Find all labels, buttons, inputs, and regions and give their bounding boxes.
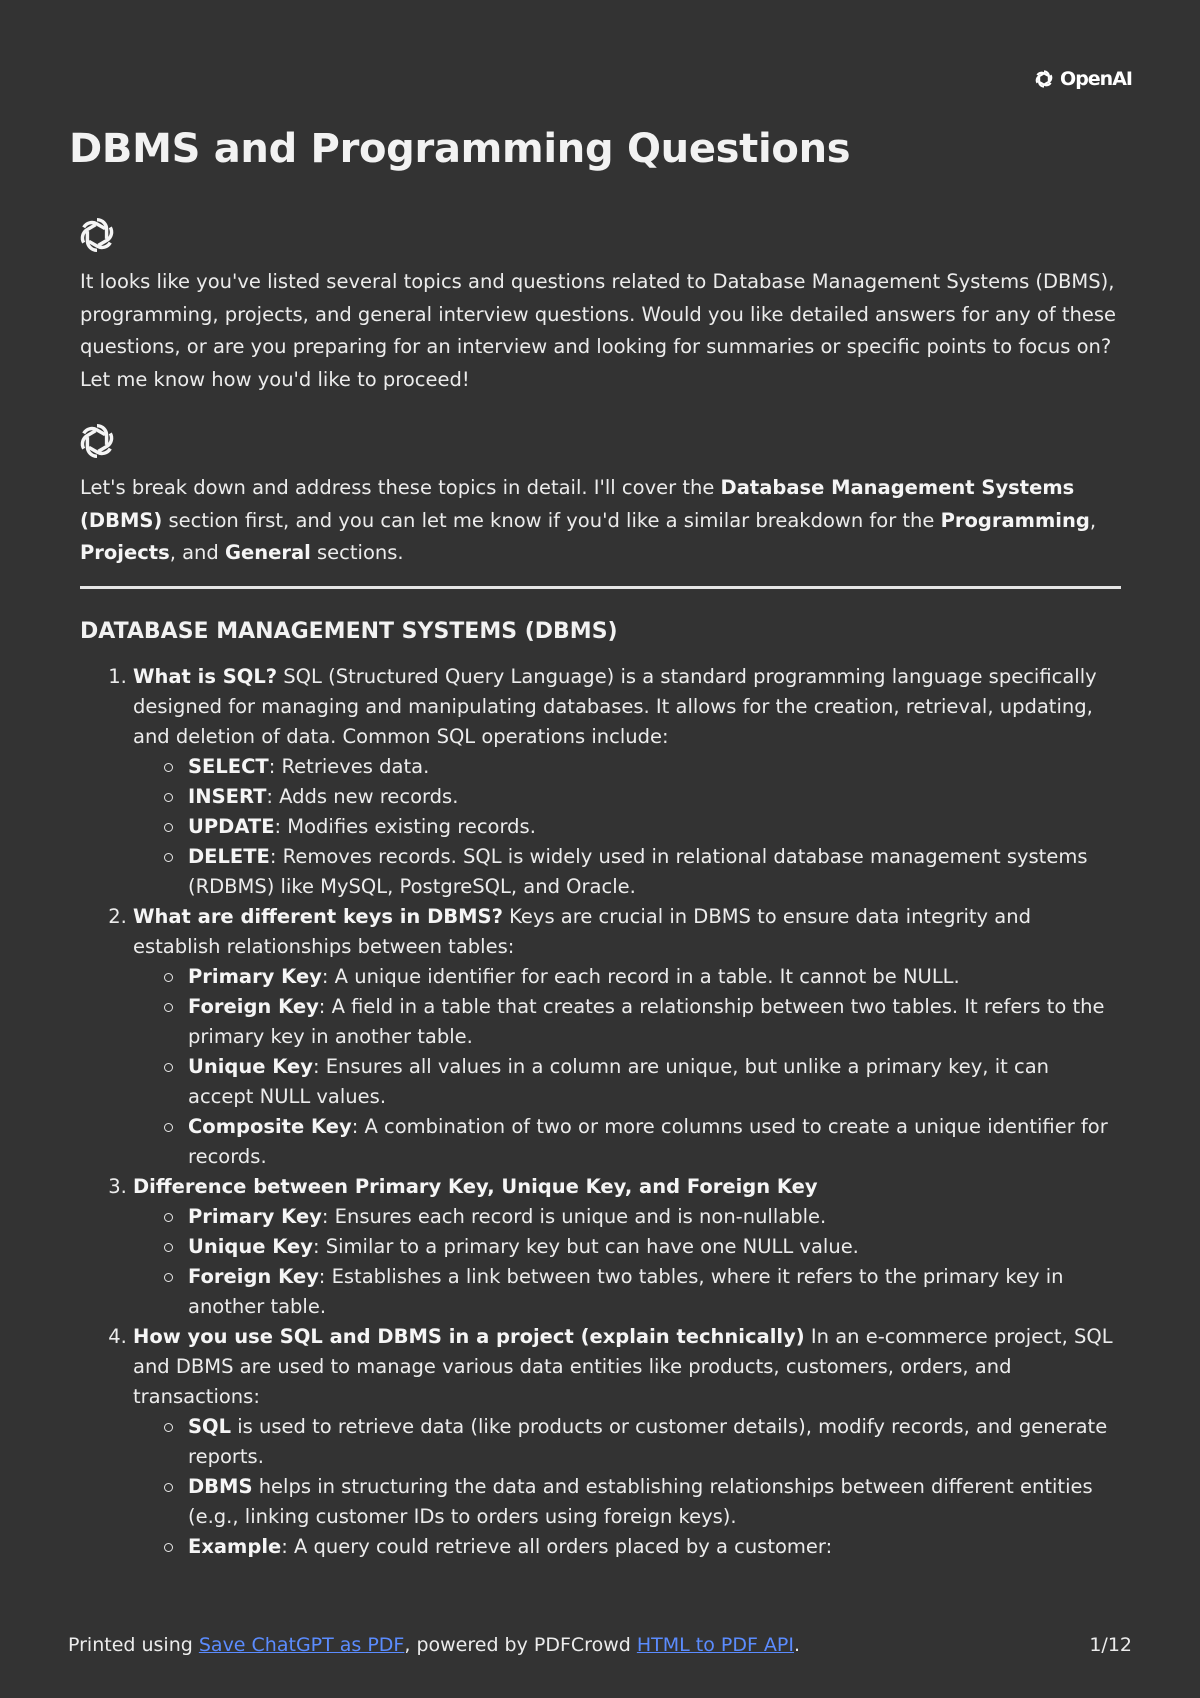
chatgpt-avatar-icon (74, 418, 120, 464)
logo-text: OpenAI (1060, 68, 1132, 90)
print-footer (68, 1634, 1132, 1656)
sub-list (133, 752, 1120, 902)
openai-icon (1031, 66, 1057, 92)
sub-list-item: DELETE: Removes records. SQL is widely used in relational database management systems (RDBMS) like MySQL, PostgreSQL, and Oracle. (188, 842, 1120, 902)
conversation (80, 212, 1120, 1562)
sub-list-item: Primary Key: Ensures each record is unique and is non-nullable. (188, 1202, 1120, 1232)
sub-list-item: Unique Key: Similar to a primary key but can have one NULL value. (188, 1232, 1120, 1262)
sub-list-item: Primary Key: A unique identifier for each record in a table. It cannot be NULL. (188, 962, 1120, 992)
list-item: 1. What is SQL? SQL (Structured Query Language) is a standard programming language specifically designed for managing and manipulating databases. It allows for the creation, retrieval, updating, and deletion of data. Common SQL operations include: SELECT: Retrieves data. INSERT: Adds new records. UPDATE: Modifies existing records. DELETE: Removes records. SQL is widely used in relational database management systems (RDBMS) like MySQL, PostgreSQL, and Oracle. (133, 662, 1120, 902)
html-to-pdf-api-link[interactable]: HTML to PDF API (636, 1634, 794, 1656)
sub-list-item: UPDATE: Modifies existing records. (188, 812, 1120, 842)
sub-list-item: Example: A query could retrieve all orders placed by a customer: (188, 1532, 1120, 1562)
sub-list (133, 1202, 1120, 1322)
list-item: 4. How you use SQL and DBMS in a project (explain technically) In an e-commerce project, SQL and DBMS are used to manage various data entities like products, customers, orders, and transactions: SQL is used to retrieve data (like products or customer details), modify records, and generate reports. DBMS helps in structuring the data and establishing relationships between different entities (e.g., linking customer IDs to orders using foreign keys). Example: A query could retrieve all orders placed by a customer: (133, 1322, 1120, 1562)
list-item: 3. Difference between Primary Key, Unique Key, and Foreign Key Primary Key: Ensures each record is unique and is non-nullable. Unique Key: Similar to a primary key but can have one NULL value. Foreign Key: Establishes a link between two tables, where it refers to the primary key in another table. (133, 1172, 1120, 1322)
sub-list (133, 962, 1120, 1172)
sub-list-item: SQL is used to retrieve data (like products or customer details), modify records, and generate reports. (188, 1412, 1120, 1472)
sub-list-item: SELECT: Retrieves data. (188, 752, 1120, 782)
sub-list-item: Foreign Key: Establishes a link between two tables, where it refers to the primary key in another table. (188, 1262, 1120, 1322)
sub-list (133, 1412, 1120, 1562)
divider (80, 586, 1121, 589)
page-title: DBMS and Programming Questions (69, 126, 851, 172)
chatgpt-avatar-icon (74, 212, 120, 258)
section-heading: DATABASE MANAGEMENT SYSTEMS (DBMS) (80, 618, 618, 644)
sub-list-item: DBMS helps in structuring the data and establishing relationships between different entities (e.g., linking customer IDs to orders using foreign keys). (188, 1472, 1120, 1532)
save-chatgpt-pdf-link[interactable]: Save ChatGPT as PDF (198, 1634, 405, 1656)
sub-list-item: Composite Key: A combination of two or more columns used to create a unique identifier for records. (188, 1112, 1120, 1172)
assistant-message: It looks like you've listed several topics and questions related to Database Management Systems (DBMS), programming, projects, and general interview questions. Would you like detailed answers for any of these questions, or are you preparing for an interview and looking for summaries or specific points to focus on? Let me know how you'd like to proceed! (80, 270, 1117, 391)
sub-list-item: INSERT: Adds new records. (188, 782, 1120, 812)
list-item: 2. What are different keys in DBMS? Keys are crucial in DBMS to ensure data integrity and establish relationships between tables: Primary Key: A unique identifier for each record in a table. It cannot be NULL. Foreign Key: A field in a table that creates a relationship between two tables. It refers to the primary key in another table. Unique Key: Ensures all values in a column are unique, but unlike a primary key, it can accept NULL values. Composite Key: A combination of two or more columns used to create a unique identifier for records. (133, 902, 1120, 1172)
sub-list-item: Foreign Key: A field in a table that creates a relationship between two tables. It refers to the primary key in another table. (188, 992, 1120, 1052)
openai-logo (1031, 66, 1132, 92)
page-number: 1/12 (1089, 1634, 1132, 1656)
footer-credit: Printed using Save ChatGPT as PDF, powered by PDFCrowd HTML to PDF API. (68, 1634, 801, 1656)
sub-list-item: Unique Key: Ensures all values in a column are unique, but unlike a primary key, it can accept NULL values. (188, 1052, 1120, 1112)
assistant-message: Let's break down and address these topics in detail. I'll cover the Database Management Systems (DBMS) section first, and you can let me know if you'd like a similar breakdown for the Programming, Projects, and General sections. (80, 476, 1097, 564)
question-list (80, 662, 1120, 1562)
